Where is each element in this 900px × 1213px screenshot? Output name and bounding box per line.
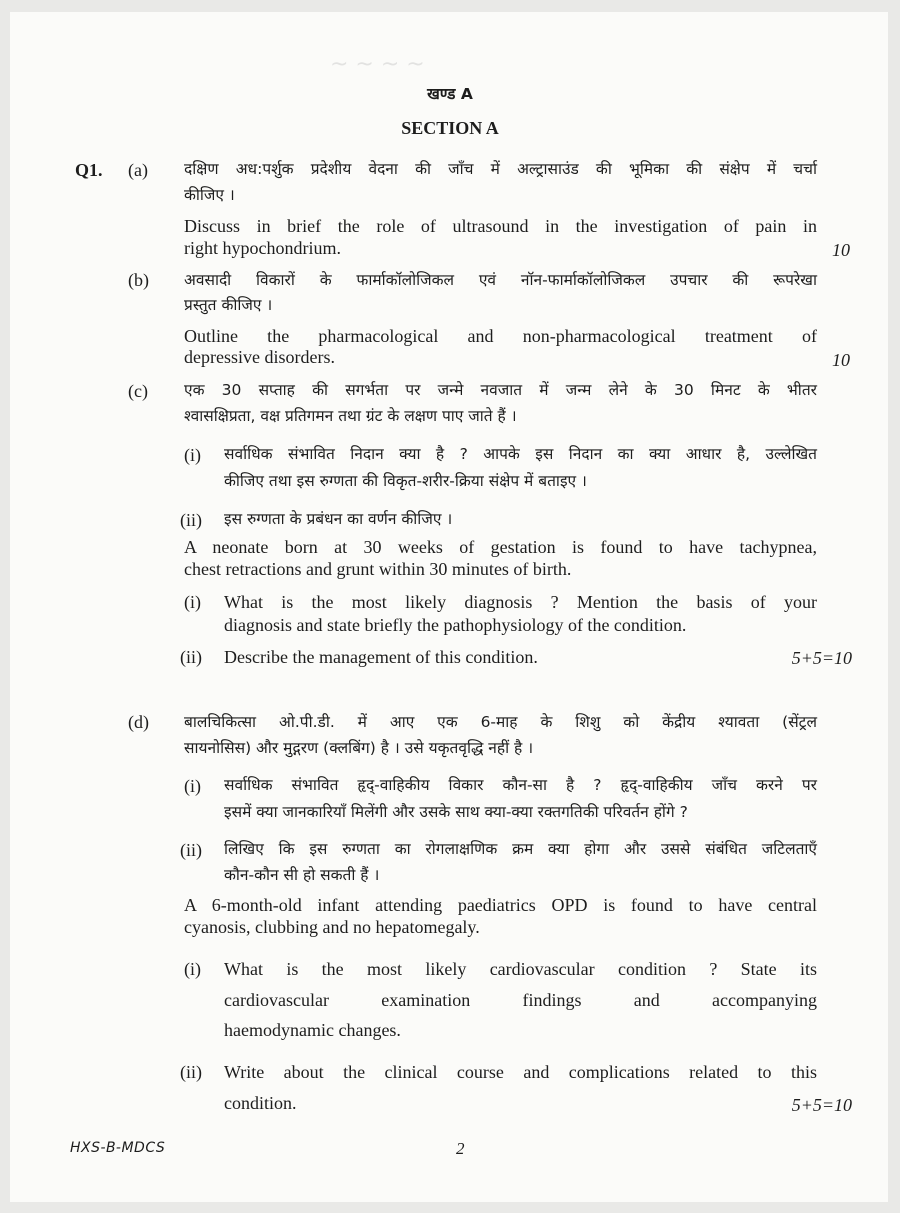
- part-d-hindi-ii-label: (ii): [180, 840, 202, 860]
- part-a-english-line2: right hypochondrium.: [184, 238, 341, 258]
- part-a-label: (a): [128, 160, 148, 180]
- part-a-english-line1: Discuss in brief the role of ultrasound in the investigation of pain in: [184, 216, 817, 236]
- part-d-english-ii-line2: condition.: [224, 1093, 297, 1113]
- part-c-hindi-line2: श्वासक्षिप्रता, वक्ष प्रतिगमन तथा ग्रंट के लक्षण पाए जाते हैं ।: [184, 407, 517, 425]
- part-b-hindi-line2: प्रस्तुत कीजिए ।: [184, 296, 273, 314]
- part-d-hindi-ii-line2: कौन-कौन सी हो सकती हैं ।: [224, 866, 380, 884]
- part-c-hindi-i-line1: सर्वाधिक संभावित निदान क्या है ? आपके इस निदान का क्या आधार है, उल्लेखित: [224, 445, 817, 463]
- footer-page-number: 2: [456, 1139, 465, 1158]
- part-c-english-ii-label: (ii): [180, 647, 202, 667]
- part-a-hindi-line1: दक्षिण अध:पर्शुक प्रदेशीय वेदना की जाँच में अल्ट्रासाउंड की भूमिका की संक्षेप में चर्चा: [184, 160, 817, 178]
- part-d-english-ii-label: (ii): [180, 1062, 202, 1082]
- part-d-english-i-line3: haemodynamic changes.: [224, 1020, 401, 1040]
- part-c-english-line2: chest retractions and grunt within 30 minutes of birth.: [184, 559, 572, 579]
- part-d-english-i-line2: cardiovascular examination findings and accompanying: [224, 990, 817, 1010]
- part-d-english-ii-line1: Write about the clinical course and complications related to this: [224, 1062, 817, 1082]
- question-number: Q1.: [75, 160, 103, 180]
- part-d-hindi-line2: सायनोसिस) और मुद्गरण (क्लबिंग) है । उसे यकृतवृद्धि नहीं है ।: [184, 739, 534, 757]
- part-d-label: (d): [128, 712, 149, 732]
- part-c-english-line1: A neonate born at 30 weeks of gestation is found to have tachypnea,: [184, 537, 817, 557]
- part-d-marks: 5+5=10: [791, 1095, 852, 1115]
- part-d-english-i-label: (i): [184, 959, 201, 979]
- part-c-english-i-label: (i): [184, 592, 201, 612]
- part-c-english-ii-line1: Describe the management of this condition.: [224, 647, 538, 667]
- part-c-hindi-line1: एक 30 सप्ताह की सगर्भता पर जन्मे नवजात में जन्म लेने के 30 मिनट के भीतर: [184, 381, 817, 399]
- part-c-hindi-i-line2: कीजिए तथा इस रुग्णता की विकृत-शरीर-क्रिया संक्षेप में बताइए ।: [224, 472, 587, 490]
- part-c-marks: 5+5=10: [791, 648, 852, 668]
- part-c-hindi-ii-label: (ii): [180, 510, 202, 530]
- part-a-marks: 10: [832, 240, 850, 260]
- part-a-hindi-line2: कीजिए ।: [184, 186, 235, 204]
- part-d-english-line2: cyanosis, clubbing and no hepatomegaly.: [184, 917, 480, 937]
- part-d-hindi-i-line1: सर्वाधिक संभावित हृद्-वाहिकीय विकार कौन-सा है ? हृद्-वाहिकीय जाँच करने पर: [224, 776, 817, 794]
- part-d-hindi-i-label: (i): [184, 776, 201, 796]
- part-b-english-line1: Outline the pharmacological and non-pharmacological treatment of: [184, 326, 817, 346]
- part-d-hindi-ii-line1: लिखिए कि इस रुग्णता का रोगलाक्षणिक क्रम क्या होगा और उससे संबंधित जटिलताएँ: [224, 840, 817, 858]
- part-b-hindi-line1: अवसादी विकारों के फार्माकॉलोजिकल एवं नॉन-फार्माकॉलोजिकल उपचार की रूपरेखा: [184, 271, 817, 289]
- part-c-english-i-line1: What is the most likely diagnosis ? Mention the basis of your: [224, 592, 817, 612]
- part-c-hindi-ii-line1: इस रुग्णता के प्रबंधन का वर्णन कीजिए ।: [224, 510, 453, 528]
- part-d-hindi-i-line2: इसमें क्या जानकारियाँ मिलेंगी और उसके साथ क्या-क्या रक्तगतिकी परिवर्तन होंगे ?: [224, 803, 688, 821]
- faded-stamp-mark: ~ ~ ~ ~: [330, 52, 425, 77]
- part-b-english-line2: depressive disorders.: [184, 347, 335, 367]
- section-title-english: SECTION A: [401, 118, 499, 138]
- part-d-english-line1: A 6-month-old infant attending paediatrics OPD is found to have central: [184, 895, 817, 915]
- section-title-hindi: खण्ड A: [427, 85, 473, 103]
- part-c-label: (c): [128, 381, 148, 401]
- part-b-label: (b): [128, 270, 149, 290]
- part-b-marks: 10: [832, 350, 850, 370]
- part-d-english-i-line1: What is the most likely cardiovascular condition ? State its: [224, 959, 817, 979]
- part-c-hindi-i-label: (i): [184, 445, 201, 465]
- part-d-hindi-line1: बालचिकित्सा ओ.पी.डी. में आए एक 6-माह के शिशु को केंद्रीय श्यावता (सेंट्रल: [184, 713, 817, 731]
- footer-paper-code: HXS-B-MDCS: [70, 1140, 166, 1156]
- part-c-english-i-line2: diagnosis and state briefly the pathophysiology of the condition.: [224, 615, 687, 635]
